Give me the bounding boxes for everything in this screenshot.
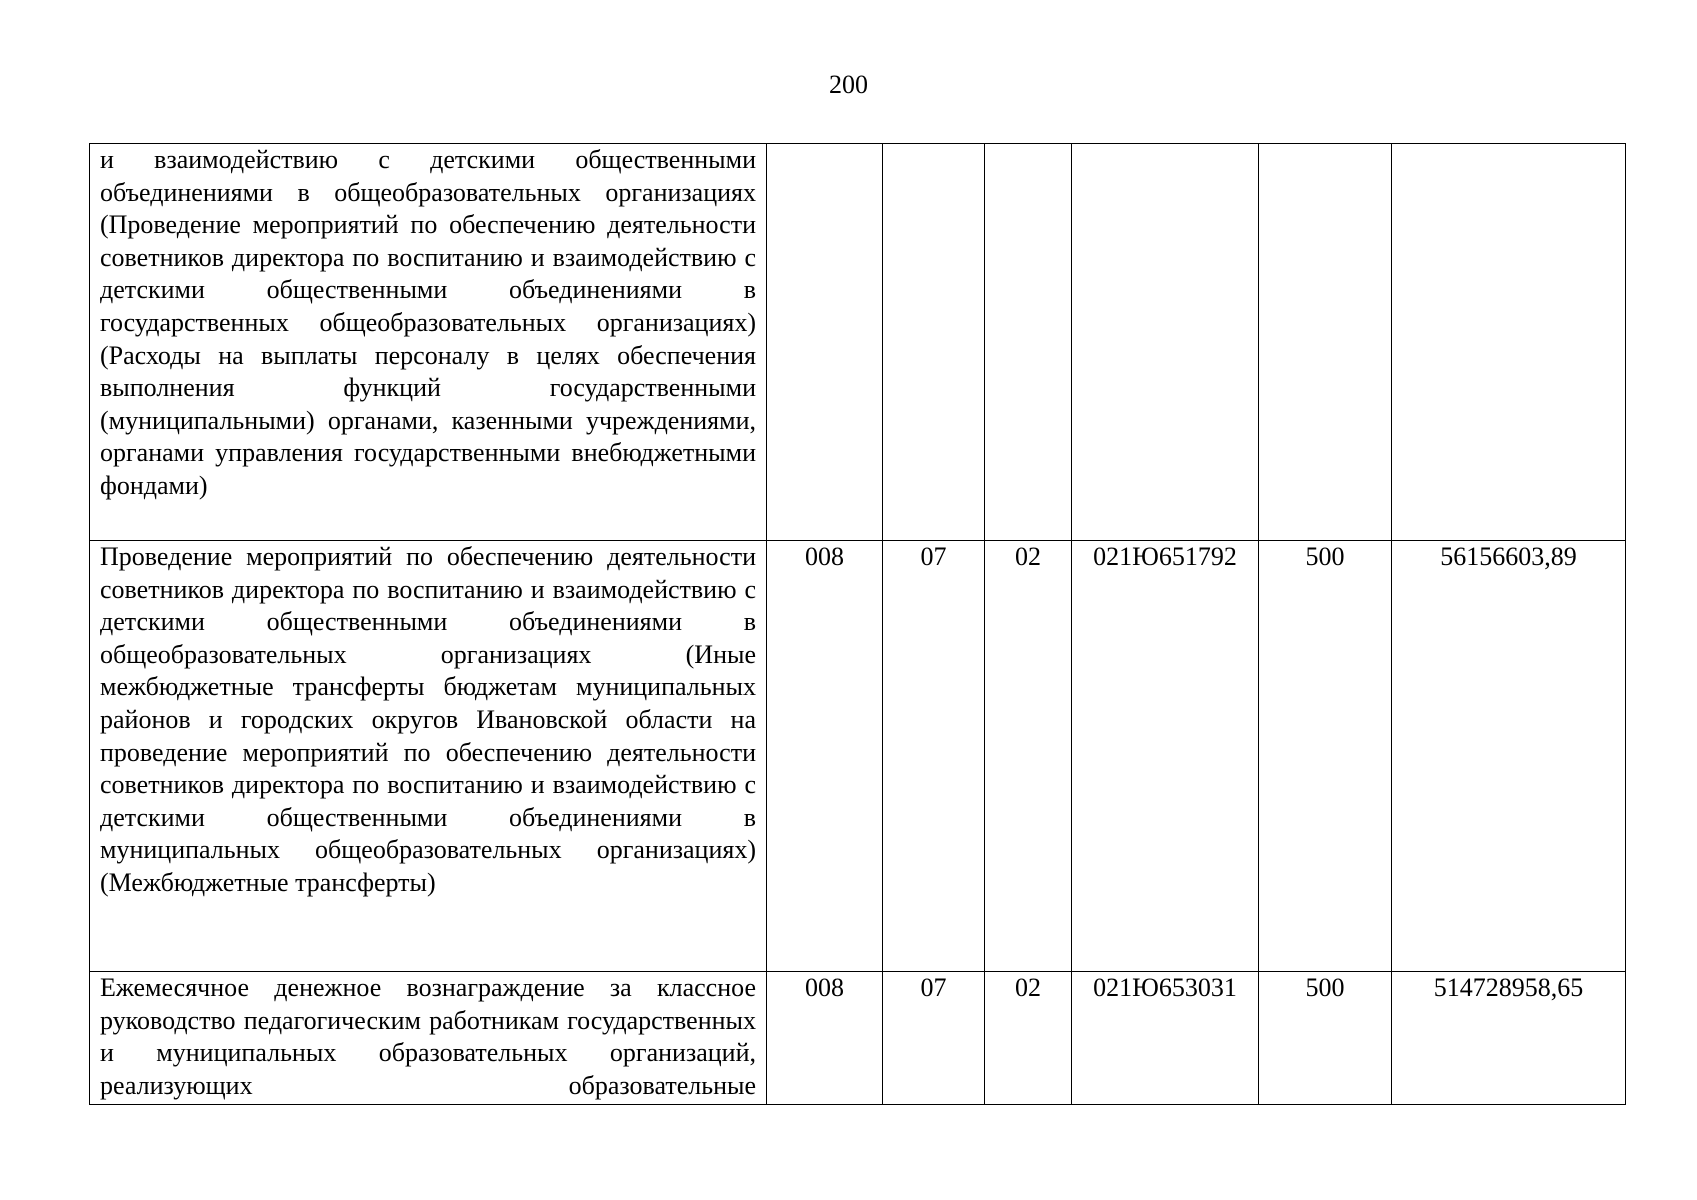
section-code: 07 (883, 972, 985, 1105)
section-code: 07 (883, 541, 985, 972)
table-row (90, 541, 1626, 972)
table-row (90, 972, 1626, 1105)
expense-type-code: 500 (1259, 541, 1392, 972)
target-article-code: 021Ю653031 (1072, 972, 1259, 1105)
section-code (883, 144, 985, 541)
ministry-code: 008 (767, 541, 883, 972)
ministry-code: 008 (767, 972, 883, 1105)
row-description: Ежемесячное денежное вознаграждение за классное руководство педагогическим работникам государственных и муниципальных образовательных организаций, реализующих образовательные (90, 972, 767, 1105)
table-row (90, 144, 1626, 541)
expense-type-code (1259, 144, 1392, 541)
amount-cell: 514728958,65 (1392, 972, 1626, 1105)
subsection-code: 02 (985, 972, 1072, 1105)
row-description: Проведение мероприятий по обеспечению деятельности советников директора по воспитанию и взаимодействию с детскими общественными объединениями в общеобразовательных организациях (Иные межбюджетные трансферты бюджетам муниципальных районов и городских округов Ивановской области на проведение мероприятий по обеспечению деятельности советников директора по воспитанию и взаимодействию с детскими общественными объединениями в муниципальных общеобразовательных организациях) (Межбюджетные трансферты) (90, 541, 767, 972)
ministry-code (767, 144, 883, 541)
subsection-code (985, 144, 1072, 541)
expense-type-code: 500 (1259, 972, 1392, 1105)
page-number: 200 (829, 70, 868, 99)
target-article-code: 021Ю651792 (1072, 541, 1259, 972)
subsection-code: 02 (985, 541, 1072, 972)
amount-cell (1392, 144, 1626, 541)
budget-table (89, 143, 1626, 1105)
amount-cell: 56156603,89 (1392, 541, 1626, 972)
row-description: и взаимодействию с детскими общественными объединениями в общеобразовательных организациях (Проведение мероприятий по обеспечению деятельности советников директора по воспитанию и взаимодействию с детскими общественными объединениями в государственных общеобразовательных организациях) (Расходы на выплаты персоналу в целях обеспечения выполнения функций государственными (муниципальными) органами, казенными учреждениями, органами управления государственными внебюджетными фондами) (90, 144, 767, 541)
target-article-code (1072, 144, 1259, 541)
